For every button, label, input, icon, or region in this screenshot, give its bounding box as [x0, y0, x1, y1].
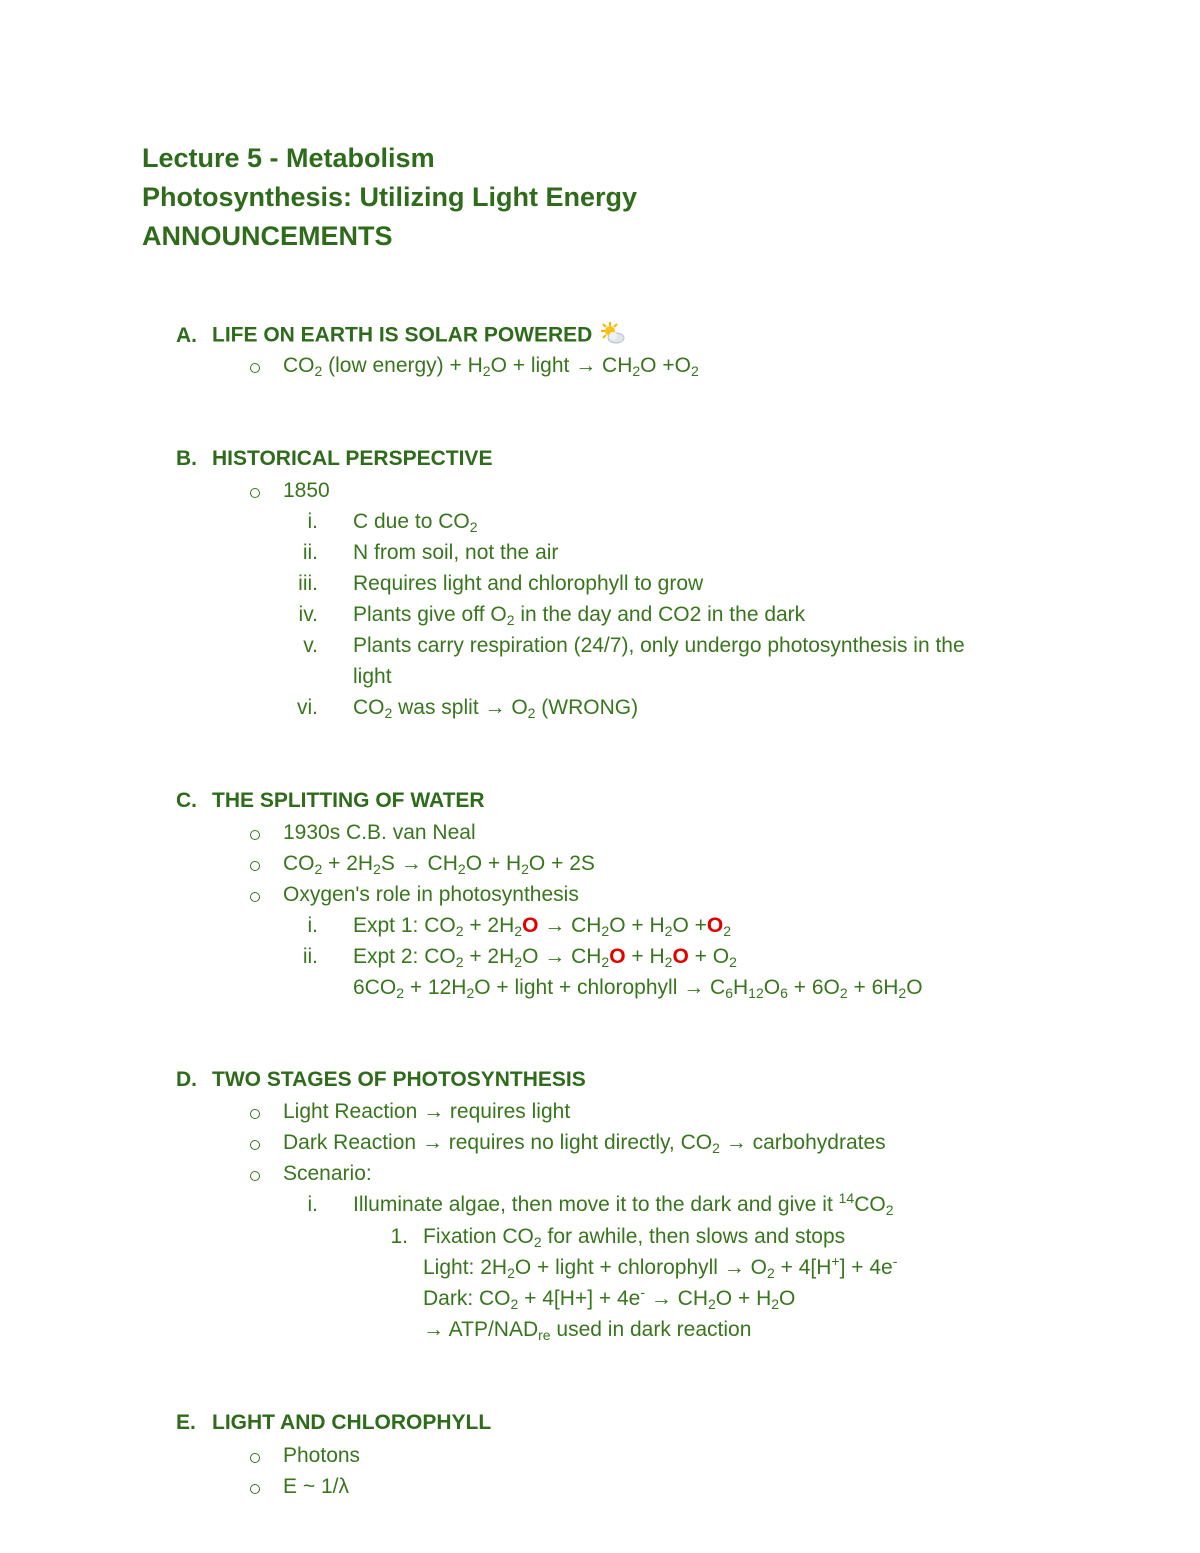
roman-numeral: ii. [302, 945, 318, 968]
equation-dark-reaction: Dark: $CO_2 + 4[H+] + 4e^- \to CH_2O + H_2O$ [423, 1284, 796, 1312]
bullet-icon [248, 856, 262, 870]
list-item: E ~ 1/λ [283, 1475, 349, 1498]
roman-numeral: i. [307, 914, 318, 937]
bullet-icon [248, 887, 262, 901]
section-d-heading [176, 1068, 586, 1092]
section-title: TWO STAGES OF PHOTOSYNTHESIS [212, 1068, 586, 1091]
section-title: LIFE ON EARTH IS SOLAR POWERED [212, 323, 593, 347]
section-title: LIGHT AND CHLOROPHYLL [212, 1411, 492, 1434]
section-title: HISTORICAL PERSPECTIVE [212, 447, 493, 470]
list-item: Photons [283, 1444, 361, 1467]
bullet-icon [248, 825, 262, 839]
section-e-heading [176, 1411, 491, 1435]
list-item: Scenario: [283, 1162, 372, 1185]
section-title: THE SPLITTING OF WATER [212, 789, 485, 812]
list-item: Plants give off $O_2$ in the day and CO2 in the dark [353, 603, 806, 628]
roman-numeral: i. [307, 510, 318, 533]
list-item: Plants carry respiration (24/7), only undergo photosynthesis in the [353, 634, 965, 657]
list-item: N from soil, not the air [353, 541, 559, 564]
section-letter: A. [176, 323, 197, 347]
bullet-icon [248, 1448, 262, 1462]
bullet-icon [248, 1479, 262, 1493]
page-title: Lecture 5 - Metabolism [142, 143, 435, 173]
list-item-continuation: light [353, 665, 392, 688]
list-item: → ATP/$NAD_{re}$ used in dark reaction [423, 1318, 752, 1343]
page-subtitle: Photosynthesis: Utilizing Light Energy [142, 182, 638, 212]
section-b-heading [176, 447, 492, 471]
bullet-icon [248, 1166, 262, 1180]
list-item: 1930s C.B. van Neal [283, 821, 476, 844]
section-letter: B. [176, 447, 197, 470]
equation-van-neal: $CO_2 + 2H_2S \to CH_2O + H_2O + 2S$ [283, 852, 595, 877]
bullet-icon [248, 358, 262, 372]
equation-overall: $6CO_2 + 12H_2O$ + light + chlorophyll → $C_6H_{12}O_6 + 6O_2 + 6H_2O$ [353, 976, 923, 1001]
roman-numeral: v. [303, 634, 318, 657]
list-number: 1. [390, 1225, 408, 1248]
list-item: Light Reaction → requires light [283, 1100, 571, 1123]
announcements-heading: ANNOUNCEMENTS [142, 221, 393, 251]
roman-numeral: iv. [298, 603, 318, 626]
equation-photosynthesis-overview: $CO_2$ (low energy) + $H_2O$ + light → $CH_2O +O_2$ [283, 354, 699, 379]
section-letter: D. [176, 1068, 197, 1091]
bullet-icon [248, 1104, 262, 1118]
list-item: $CO_2$ was split → $O_2$ (WRONG) [353, 696, 639, 721]
section-letter: C. [176, 789, 197, 812]
list-item: Requires light and chlorophyll to grow [353, 572, 704, 595]
bullet-icon [248, 1135, 262, 1149]
equation-light-reaction: Light: $2H_2O$ + light + chlorophyll → $O_2 + 4[H^+] + 4e^-$ [423, 1253, 898, 1281]
bullet-icon [248, 483, 262, 497]
section-a-heading [176, 321, 626, 351]
roman-numeral: vi. [297, 696, 318, 719]
section-c-heading [176, 789, 485, 813]
section-letter: E. [176, 1411, 196, 1434]
list-item: Oxygen's role in photosynthesis [283, 883, 579, 906]
list-item: Dark Reaction → requires no light directly, $CO_2$ → carbohydrates [283, 1131, 886, 1156]
roman-numeral: iii. [298, 572, 318, 595]
sun-behind-cloud-icon [598, 321, 626, 351]
list-item: Illuminate algae, then move it to the dark and give it $^{14}CO_2$ [353, 1190, 894, 1218]
equation-expt-1: Expt 1: $CO_2 + 2H_2O \to CH_2O + H_2O +O_2$ [353, 914, 732, 939]
equation-expt-2: Expt 2: $CO_2 + 2H_2O \to CH_2O + H_2O + O_2$ [353, 945, 737, 970]
list-item: C due to $CO_2$ [353, 510, 478, 535]
roman-numeral: i. [307, 1193, 318, 1216]
list-item: 1850 [283, 479, 330, 502]
roman-numeral: ii. [302, 541, 318, 564]
list-item: Fixation $CO_2$ for awhile, then slows and stops [423, 1225, 846, 1250]
